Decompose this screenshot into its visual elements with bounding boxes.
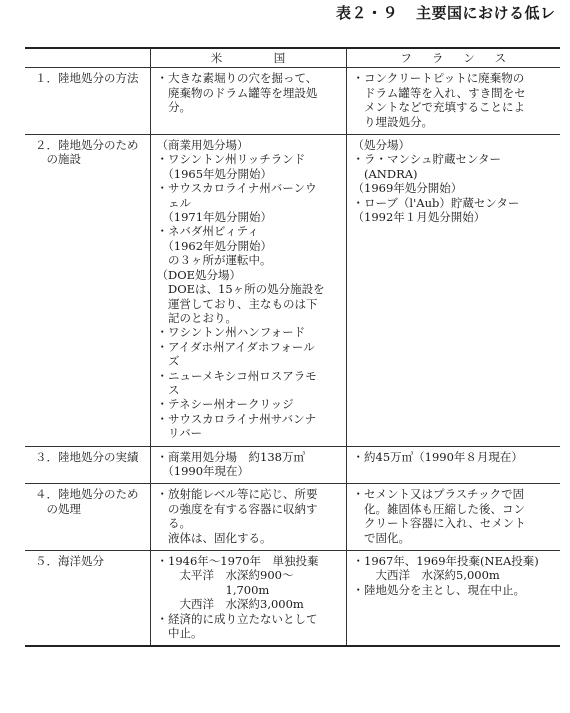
cell-line: の３ヶ所が運転中。 — [156, 253, 272, 268]
cell-line: （1962年処分開始） — [156, 238, 273, 253]
cell-line: ズ — [156, 354, 180, 369]
cell-line: ２．陸地処分のため — [35, 138, 139, 153]
cell-line: ・アイダホ州アイダホフォール — [156, 339, 315, 354]
cell-us — [150, 484, 346, 551]
cell-us — [150, 68, 346, 135]
header-item-column — [25, 48, 150, 68]
cell-line: メントなどで充填することによ — [352, 100, 525, 115]
cell-us — [150, 446, 346, 484]
row-label — [25, 68, 150, 135]
cell-line: （1992年１月処分開始） — [352, 210, 486, 225]
table-title — [336, 6, 560, 20]
table-title-text: 主要国における低レ — [416, 4, 556, 22]
cell-line: ・ラ・マンシュ貯蔵センター — [352, 152, 502, 167]
cell-line: 大西洋 水深約3,000m — [156, 597, 304, 612]
cell-line: ・セメント又はプラスチックで固 — [352, 487, 525, 502]
cell-line: 中止。 — [156, 626, 203, 641]
cell-line: 廃棄物のドラム罐等を埋設処 — [156, 85, 318, 100]
cell-line: 運営しており、主なものは下 — [156, 296, 318, 311]
cell-line: （1965年処分開始） — [156, 166, 273, 181]
cell-line: 化。雑固体も圧縮した後、コン — [352, 501, 525, 516]
cell-line: ・経済的に成り立たないとして — [156, 611, 318, 626]
cell-line: 記のとおり。 — [156, 310, 237, 325]
table-number: 表２・９ — [336, 4, 399, 22]
cell-line: 分。 — [156, 100, 191, 115]
comparison-table — [25, 47, 560, 647]
row-label — [25, 484, 150, 551]
cell-line: ・1967年、1969年投棄(NEA投棄) — [352, 554, 539, 568]
cell-line: ・サウスカロライナ州サバンナ — [156, 411, 317, 426]
cell-line: リバー — [156, 426, 203, 441]
cell-us — [150, 551, 346, 647]
cell-line: ス — [156, 382, 180, 397]
row-label — [25, 551, 150, 647]
cell-line: ・1946年～1970年 単独投棄 — [156, 554, 319, 568]
cell-line: ・ワシントン州リッチランド — [156, 152, 306, 167]
table-row — [25, 135, 560, 447]
cell-france — [346, 446, 560, 484]
cell-line: ・テネシー州オークリッジ — [156, 397, 294, 412]
cell-line: で固化。 — [352, 530, 410, 545]
cell-line: （1971年処分開始） — [156, 210, 273, 225]
cell-line: ・サウスカロライナ州バーンウ — [156, 181, 317, 196]
cell-line: クリート容器に入れ、セメント — [352, 516, 526, 531]
cell-line: 大西洋 水深約5,000m — [352, 568, 500, 583]
cell-line: ・放射能レベル等に応じ、所要 — [156, 487, 318, 502]
cell-line: 太平洋 水深約900～ — [156, 568, 294, 583]
header-france: フランス — [346, 48, 560, 68]
table-row — [25, 68, 560, 135]
cell-france — [346, 551, 560, 647]
cell-line: ・ワシントン州ハンフォード — [156, 325, 306, 340]
cell-line: ・ローブ（l'Aub）貯蔵センター — [352, 195, 520, 210]
row-label — [25, 446, 150, 484]
cell-line: ５．海洋処分 — [35, 554, 104, 568]
cell-line: り埋設処分。 — [352, 114, 433, 129]
cell-line: ４．陸地処分のため — [35, 487, 139, 502]
header-row — [25, 48, 560, 68]
cell-line: ・コンクリートピットに廃棄物の — [352, 71, 525, 86]
table-row — [25, 551, 560, 647]
cell-line: （DOE処分場） — [156, 267, 242, 282]
cell-line: １．陸地処分の方法 — [35, 71, 139, 86]
cell-line: ・商業用処分場 約138万㎥ — [156, 449, 305, 464]
cell-line: ・約45万㎥（1990年８月現在） — [352, 449, 523, 464]
header-us: 米 国 — [150, 48, 346, 68]
cell-line: ェル — [156, 195, 191, 210]
cell-line: （1990年現在） — [156, 463, 250, 478]
cell-line: ・陸地処分を主とし、現在中止。 — [352, 582, 525, 597]
cell-france — [346, 484, 560, 551]
cell-line: （1969年処分開始） — [352, 181, 463, 196]
cell-line: （商業用処分場） — [156, 138, 249, 153]
cell-line: DOEは、15ヶ所の処分施設を — [156, 282, 325, 297]
cell-line: (ANDRA) — [352, 166, 418, 181]
cell-line: の処理 — [35, 501, 81, 516]
cell-us — [150, 135, 346, 447]
cell-line: ・ネバダ州ビィティ — [156, 224, 259, 239]
cell-line: 1,700m — [156, 582, 270, 597]
cell-line: 液体は、固化する。 — [156, 530, 272, 545]
cell-france — [346, 135, 560, 447]
cell-line: の施設 — [35, 152, 81, 167]
cell-line: ・ニューメキシコ州ロスアラモ — [156, 368, 317, 383]
cell-line: の強度を有する容器に収納す — [156, 501, 318, 516]
cell-line: ３．陸地処分の実績 — [35, 449, 139, 464]
table-row — [25, 446, 560, 484]
row-label — [25, 135, 150, 447]
cell-line: ・大きな素堀りの穴を掘って、 — [156, 71, 318, 86]
cell-line: ドラム罐等を入れ、すき間をセ — [352, 85, 526, 100]
cell-line: （処分場） — [352, 138, 410, 153]
cell-line: る。 — [156, 516, 191, 531]
table-row — [25, 484, 560, 551]
cell-france — [346, 68, 560, 135]
